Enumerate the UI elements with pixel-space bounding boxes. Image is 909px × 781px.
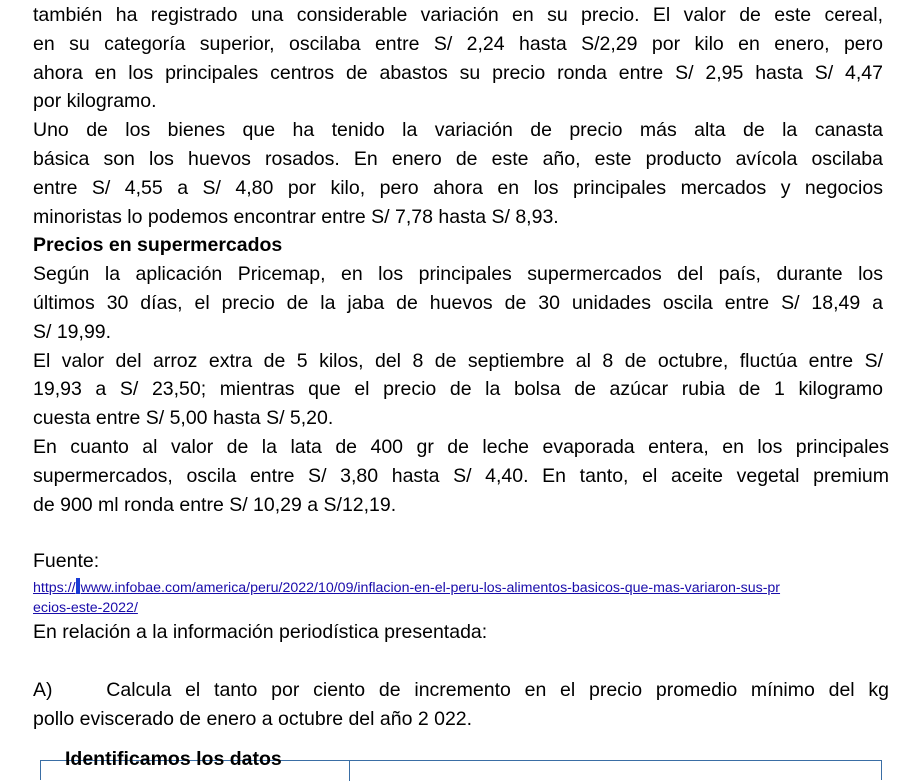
question-option-a	[33, 676, 889, 705]
text-line: minoristas lo podemos encontrar entre S/ 7,78 hasta S/ 8,93.	[33, 205, 559, 228]
source-label: Fuente:	[33, 550, 100, 573]
paragraph-cereal	[33, 1, 883, 116]
source-link-rest: www.infobae.com/america/peru/2022/10/09/inflacion-en-el-peru-los-alimentos-basicos-que-mas-variaron-sus-pr	[80, 580, 781, 597]
source-link[interactable]	[33, 578, 883, 598]
paragraph-leche	[33, 433, 889, 519]
text-line: Uno de los bienes que ha tenido la variación de precio más alta de la canasta	[33, 119, 883, 142]
question-option-a-continued: pollo eviscerado de enero a octubre del año 2 022.	[33, 707, 473, 730]
text-line: ahora en los principales centros de abastos su precio ronda entre S/ 2,95 hasta S/ 4,47	[33, 61, 883, 84]
text-line: entre S/ 4,55 a S/ 4,80 por kilo, pero ahora en los principales mercados y negocios	[33, 176, 883, 199]
text-line: básica son los huevos rosados. En enero de este año, este producto avícola oscilaba	[33, 147, 883, 170]
table-header-cell: Identificamos los datos	[41, 761, 350, 781]
text-line: por kilogramo.	[33, 90, 157, 113]
text-cursor	[76, 578, 80, 594]
option-letter: A)	[33, 678, 53, 701]
source-link-prefix: https://	[33, 580, 76, 597]
data-table	[40, 748, 882, 780]
text-line: Según la aplicación Pricemap, en los principales supermercados del país, durante los	[33, 263, 883, 286]
text-line: últimos 30 días, el precio de la jaba de huevos de 30 unidades oscila entre S/ 18,49 a	[33, 291, 883, 314]
option-text: Calcula el tanto por ciento de incremento en el precio promedio mínimo del kg	[106, 678, 890, 701]
section-heading: Precios en supermercados	[33, 234, 283, 257]
question-intro: En relación a la información periodística presentada:	[33, 621, 488, 644]
text-line: en su categoría superior, oscilaba entre S/ 2,24 hasta S/2,29 por kilo en enero, pero	[33, 32, 883, 55]
text-line: 19,93 a S/ 23,50; mientras que el precio de la bolsa de azúcar rubia de 1 kilogramo	[33, 378, 883, 401]
text-line: S/ 19,99.	[33, 320, 112, 343]
text-line: El valor del arroz extra de 5 kilos, del 8 de septiembre al 8 de octubre, fluctúa entre S/	[33, 349, 883, 372]
text-line: también ha registrado una considerable variación en su precio. El valor de este cereal,	[33, 4, 883, 26]
paragraph-huevos	[33, 116, 883, 231]
paragraph-pricemap	[33, 260, 883, 346]
document-page	[33, 0, 890, 734]
source-link-continued[interactable]: ecios-este-2022/	[33, 600, 138, 617]
text-line: supermercados, oscila entre S/ 3,80 hasta S/ 4,40. En tanto, el aceite vegetal premium	[33, 464, 889, 487]
text-line: de 900 ml ronda entre S/ 10,29 a S/12,19.	[33, 493, 397, 516]
text-line: cuesta entre S/ 5,00 hasta S/ 5,20.	[33, 407, 334, 430]
paragraph-arroz	[33, 347, 883, 433]
text-line: En cuanto al valor de la lata de 400 gr de leche evaporada entera, en los principales	[33, 435, 889, 458]
